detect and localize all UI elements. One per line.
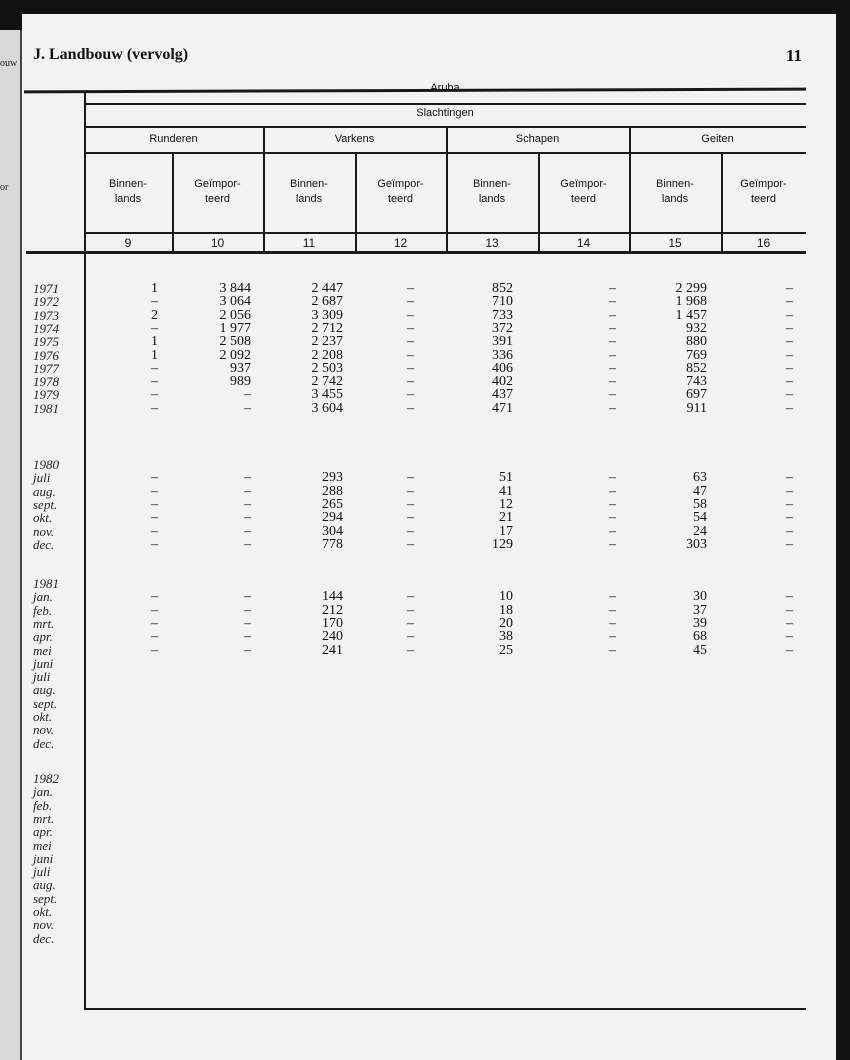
data-cell: 170 [322, 615, 343, 631]
subcolumn-header: Binnen- lands [473, 178, 511, 205]
table-row [0, 349, 850, 363]
data-cell: – [244, 400, 251, 416]
data-cell: – [151, 360, 158, 376]
row-label: 1977 [33, 360, 59, 376]
data-cell: 1 977 [219, 320, 251, 336]
row-label: 1979 [33, 387, 59, 403]
table-row [0, 590, 850, 604]
row-label: 1971 [33, 281, 59, 296]
table-row [0, 309, 850, 323]
data-cell: 2 508 [219, 334, 251, 350]
left-page-fragment: ouw [0, 58, 18, 69]
rule [84, 103, 806, 105]
data-cell: – [609, 387, 616, 403]
data-cell: 2 208 [311, 347, 343, 363]
data-cell: 41 [499, 483, 513, 499]
table-row [0, 388, 850, 402]
row-label: mrt. [33, 615, 55, 631]
row-label: aug. [33, 682, 56, 698]
rule [84, 232, 806, 234]
data-cell: – [407, 523, 414, 539]
data-cell: – [244, 483, 251, 499]
row-label: mrt. [33, 810, 55, 826]
data-cell: – [609, 400, 616, 416]
data-cell: 471 [492, 400, 513, 416]
data-cell: 3 064 [219, 294, 251, 310]
table-row [0, 295, 850, 309]
data-cell: – [609, 483, 616, 499]
table-row [0, 865, 850, 879]
data-cell: – [151, 400, 158, 416]
data-cell: – [407, 642, 414, 658]
table-row [0, 710, 850, 724]
table-row [0, 905, 850, 919]
data-cell: – [609, 307, 616, 323]
section-year-heading: 1980 [33, 457, 59, 472]
row-label: 1975 [33, 334, 59, 350]
data-cell: – [407, 360, 414, 376]
table-row [0, 918, 850, 932]
data-cell: – [407, 334, 414, 350]
data-cell: 989 [230, 374, 251, 390]
table-row [0, 697, 850, 711]
data-cell: – [407, 589, 414, 605]
row-label: juli [33, 669, 51, 685]
data-cell: – [786, 523, 793, 539]
data-cell: – [609, 589, 616, 605]
row-label: juni [33, 655, 54, 671]
data-cell: – [786, 615, 793, 631]
row-label: sept. [33, 496, 58, 512]
table-row [0, 335, 850, 349]
data-cell: 294 [322, 510, 343, 526]
data-cell: – [407, 294, 414, 310]
column-number: 13 [485, 236, 499, 250]
data-cell: 1 968 [675, 294, 707, 310]
data-cell: – [786, 281, 793, 296]
data-cell: – [151, 496, 158, 512]
data-cell: 2 092 [219, 347, 251, 363]
data-cell: – [609, 281, 616, 296]
data-cell: 391 [492, 334, 513, 350]
data-cell: 3 844 [219, 281, 251, 296]
table-row [0, 670, 850, 684]
data-cell: – [244, 387, 251, 403]
column-number: 12 [393, 236, 408, 250]
subcolumn-header: Geïmpor- teerd [377, 178, 424, 205]
table-bottom-rule [84, 1008, 806, 1010]
data-cell: – [786, 334, 793, 350]
data-cell: 241 [322, 642, 343, 658]
group-header-geiten: Geiten [701, 133, 734, 145]
data-cell: – [407, 400, 414, 416]
table-row [0, 785, 850, 799]
row-label: aug. [33, 483, 56, 499]
row-label: 1974 [33, 320, 59, 336]
data-cell: – [786, 602, 793, 618]
row-label: mei [33, 837, 52, 853]
data-cell: – [786, 510, 793, 526]
data-cell: – [609, 496, 616, 512]
data-cell: 2 299 [675, 281, 707, 296]
table-row [0, 402, 850, 416]
data-cell: 778 [322, 536, 343, 552]
data-cell: – [407, 629, 414, 645]
group-header-varkens: Varkens [334, 133, 375, 145]
data-cell: 212 [322, 602, 343, 618]
table-row [0, 683, 850, 697]
data-cell: – [609, 320, 616, 336]
data-cell: 437 [492, 387, 513, 403]
data-cell: 10 [499, 589, 513, 605]
data-cell: – [407, 496, 414, 512]
table-row [0, 322, 850, 336]
data-cell: – [407, 536, 414, 552]
table-row [0, 282, 850, 296]
table-row [0, 878, 850, 892]
row-label: okt. [33, 904, 53, 919]
table-row [0, 471, 850, 485]
data-cell: – [407, 387, 414, 403]
data-cell: 3 455 [311, 387, 343, 403]
table-row [0, 644, 850, 658]
data-cell: – [407, 470, 414, 486]
data-cell: 45 [693, 642, 707, 658]
data-cell: 3 309 [311, 307, 343, 323]
data-cell: – [151, 510, 158, 526]
data-cell: – [786, 629, 793, 645]
subcolumn-header: Binnen- lands [656, 178, 694, 205]
table-row [0, 525, 850, 539]
data-cell: – [151, 294, 158, 310]
row-label: 1976 [33, 347, 59, 363]
data-cell: – [609, 642, 616, 658]
data-cell: 406 [492, 360, 513, 376]
data-cell: 2 [151, 307, 158, 323]
table-row [0, 630, 850, 644]
data-cell: 51 [499, 470, 513, 486]
row-label: jan. [33, 784, 53, 800]
data-cell: – [151, 629, 158, 645]
data-cell: 1 457 [675, 307, 707, 323]
data-cell: – [609, 347, 616, 363]
data-cell: 21 [499, 510, 513, 526]
row-label: sept. [33, 890, 58, 906]
data-cell: – [786, 374, 793, 390]
data-cell: – [151, 374, 158, 390]
group-header-schapen: Schapen [515, 133, 560, 145]
data-cell: – [407, 281, 414, 296]
row-label: juli [33, 864, 51, 880]
data-cell: – [151, 589, 158, 605]
data-cell: – [151, 602, 158, 618]
table-row [0, 799, 850, 813]
data-cell: – [609, 334, 616, 350]
row-label: 1978 [33, 374, 59, 390]
table-row [0, 852, 850, 866]
table-row [0, 375, 850, 389]
data-cell: – [151, 536, 158, 552]
table-row [0, 737, 850, 751]
data-cell: 12 [499, 496, 513, 512]
data-cell: – [407, 510, 414, 526]
table-row [0, 892, 850, 906]
data-cell: 304 [322, 523, 343, 539]
data-cell: 769 [686, 347, 707, 363]
data-cell: – [151, 470, 158, 486]
data-cell: 2 237 [311, 334, 343, 350]
subcolumn-header: Geïmpor- teerd [740, 178, 787, 205]
row-label: nov. [33, 722, 55, 738]
data-cell: – [244, 470, 251, 486]
page-title: J. Landbouw (vervolg) [33, 46, 189, 63]
data-cell: – [609, 470, 616, 486]
row-label: juni [33, 850, 54, 866]
table-row [0, 825, 850, 839]
data-cell: – [244, 642, 251, 658]
subcolumn-header: Geïmpor- teerd [194, 178, 241, 205]
subcolumn-header: Binnen- lands [109, 178, 147, 205]
data-cell: – [151, 483, 158, 499]
row-label: dec. [33, 735, 55, 751]
data-cell: 372 [492, 320, 513, 336]
group-header-runderen: Runderen [149, 133, 198, 145]
data-cell: 303 [686, 536, 707, 552]
data-cell: – [786, 360, 793, 376]
data-cell: – [609, 602, 616, 618]
data-cell: 2 447 [311, 281, 343, 296]
rule [84, 152, 806, 154]
row-label: nov. [33, 917, 55, 933]
row-label: feb. [33, 797, 53, 813]
data-cell: – [786, 307, 793, 323]
column-number: 16 [756, 236, 771, 250]
data-cell: 710 [492, 294, 513, 310]
data-cell: – [609, 360, 616, 376]
data-cell: – [244, 523, 251, 539]
row-label: aug. [33, 877, 56, 893]
data-cell: 2 503 [311, 360, 343, 376]
data-cell: – [609, 374, 616, 390]
column-number: 15 [668, 236, 682, 250]
table-row [0, 723, 850, 737]
data-cell: 240 [322, 629, 343, 645]
data-cell: 733 [492, 307, 513, 323]
data-cell: – [786, 294, 793, 310]
row-label: juli [33, 470, 51, 486]
data-cell: 63 [693, 470, 707, 486]
data-cell: 1 [151, 281, 158, 296]
data-cell: 2 712 [311, 320, 343, 336]
data-cell: – [609, 629, 616, 645]
data-cell: 24 [693, 523, 707, 539]
data-cell: – [407, 483, 414, 499]
data-cell: 937 [230, 360, 251, 376]
data-cell: – [407, 374, 414, 390]
data-cell: 68 [693, 629, 707, 645]
page-number: 11 [786, 46, 803, 65]
data-cell: 54 [693, 510, 707, 526]
data-cell: – [151, 615, 158, 631]
data-cell: 1 [151, 347, 158, 363]
data-cell: – [786, 320, 793, 336]
column-number: 14 [576, 236, 591, 250]
section-header: Slachtingen [416, 107, 474, 119]
data-cell: 129 [492, 536, 513, 552]
data-cell: 39 [693, 615, 707, 631]
row-label: okt. [33, 709, 53, 724]
row-label: feb. [33, 602, 53, 618]
column-number: 10 [210, 236, 225, 250]
data-cell: – [244, 536, 251, 552]
data-cell: – [244, 615, 251, 631]
data-cell: – [407, 347, 414, 363]
data-cell: 3 604 [311, 400, 343, 416]
data-cell: 38 [499, 629, 513, 645]
data-cell: – [786, 642, 793, 658]
data-cell: – [244, 589, 251, 605]
data-cell: 336 [492, 347, 513, 363]
data-cell: 743 [686, 374, 707, 390]
column-number: 11 [302, 236, 316, 250]
data-cell: 47 [693, 483, 707, 499]
data-cell: – [786, 496, 793, 512]
data-cell: 852 [686, 360, 707, 376]
data-cell: – [786, 387, 793, 403]
data-cell: – [407, 307, 414, 323]
row-label: jan. [33, 589, 53, 605]
table-row [0, 485, 850, 499]
left-page-fragment: or [0, 182, 9, 193]
data-cell: 265 [322, 496, 343, 512]
row-label: 1981 [33, 400, 59, 416]
table-row [0, 511, 850, 525]
data-cell: – [244, 510, 251, 526]
data-cell: – [407, 320, 414, 336]
data-cell: 293 [322, 470, 343, 486]
data-cell: – [609, 536, 616, 552]
data-cell: – [244, 629, 251, 645]
table-row [0, 839, 850, 853]
data-cell: 37 [693, 602, 707, 618]
data-cell: 18 [499, 602, 513, 618]
data-cell: – [151, 523, 158, 539]
data-cell: – [609, 294, 616, 310]
data-cell: 30 [693, 589, 707, 605]
row-label: dec. [33, 536, 55, 552]
data-cell: 288 [322, 483, 343, 499]
row-label: dec. [33, 930, 55, 946]
data-cell: 880 [686, 334, 707, 350]
data-cell: 2 742 [311, 374, 343, 390]
table-row [0, 812, 850, 826]
row-label: apr. [33, 629, 53, 645]
data-cell: 852 [492, 281, 513, 296]
data-cell: 402 [492, 374, 513, 390]
table-row [0, 617, 850, 631]
data-cell: – [151, 320, 158, 336]
data-cell: 697 [686, 387, 707, 403]
data-cell: – [609, 523, 616, 539]
table-row [0, 932, 850, 946]
row-label: 1972 [33, 294, 59, 310]
data-cell: 911 [686, 400, 707, 416]
data-cell: – [244, 602, 251, 618]
data-cell: – [786, 400, 793, 416]
data-cell: – [786, 470, 793, 486]
region-header: Aruba [430, 82, 460, 94]
data-cell: 58 [693, 496, 707, 512]
data-cell: 144 [322, 589, 343, 605]
data-cell: 2 687 [311, 294, 343, 310]
data-cell: 2 056 [219, 307, 251, 323]
data-cell: – [151, 642, 158, 658]
row-label: nov. [33, 523, 55, 539]
row-label: 1973 [33, 307, 59, 323]
table-row [0, 657, 850, 671]
data-cell: – [151, 387, 158, 403]
data-cell: – [244, 496, 251, 512]
row-label: okt. [33, 510, 53, 526]
table-row [0, 362, 850, 376]
data-cell: – [407, 602, 414, 618]
rule [84, 126, 806, 128]
data-cell: 932 [686, 320, 707, 336]
row-label: apr. [33, 824, 53, 840]
header-bottom-rule [26, 251, 806, 254]
data-cell: – [786, 589, 793, 605]
data-cell: – [786, 536, 793, 552]
data-cell: – [786, 483, 793, 499]
column-number: 9 [124, 236, 132, 250]
section-year-heading: 1982 [33, 771, 59, 786]
data-cell: 1 [151, 334, 158, 350]
subcolumn-header: Binnen- lands [290, 178, 328, 205]
row-label: sept. [33, 695, 58, 711]
subcolumn-header: Geïmpor- teerd [560, 178, 607, 205]
row-label: mei [33, 642, 52, 658]
data-cell: – [609, 615, 616, 631]
data-cell: – [407, 615, 414, 631]
table-row [0, 604, 850, 618]
data-cell: – [786, 347, 793, 363]
data-cell: 17 [499, 523, 513, 539]
section-year-heading: 1981 [33, 576, 59, 591]
table-row [0, 538, 850, 552]
data-cell: – [609, 510, 616, 526]
data-cell: 25 [499, 642, 513, 658]
data-cell: 20 [499, 615, 513, 631]
table-row [0, 498, 850, 512]
